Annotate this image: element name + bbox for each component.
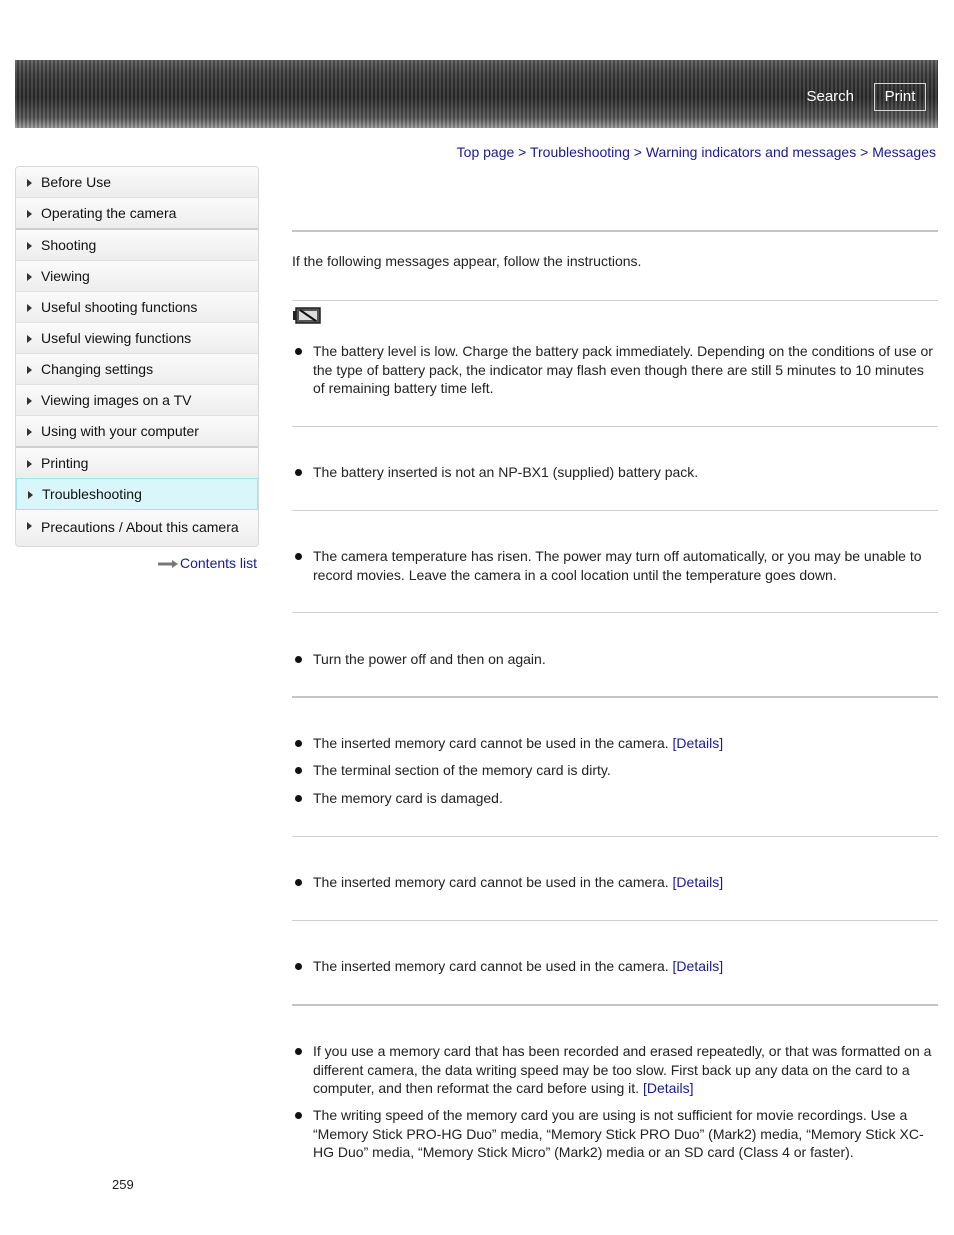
divider [292,510,938,511]
arrow-right-icon [28,491,33,499]
sidebar-item-useful-shooting[interactable]: Useful shooting functions [16,292,258,323]
search-button[interactable]: Search [806,88,854,105]
contents-list-link[interactable]: Contents list [158,555,257,571]
arrow-right-icon [27,210,32,218]
list-item: Turn the power off and then on again. [313,650,933,669]
sidebar-item-operating-camera[interactable]: Operating the camera [16,198,258,230]
breadcrumb-messages[interactable]: Messages [872,144,936,160]
list-item: The inserted memory card cannot be used in the camera. [Details] [313,734,933,753]
divider [292,612,938,613]
sidebar-item-viewing-on-tv[interactable]: Viewing images on a TV [16,385,258,416]
arrow-right-icon [27,522,32,530]
print-button[interactable]: Print [874,83,926,111]
list-item: The inserted memory card cannot be used in the camera. [Details] [313,873,933,892]
arrow-right-icon [27,366,32,374]
divider [292,300,938,301]
list-item: The inserted memory card cannot be used in the camera. [Details] [313,957,933,976]
divider [292,920,938,921]
arrow-right-icon [158,560,178,568]
list-item: The memory card is damaged. [313,789,933,808]
breadcrumb-troubleshooting[interactable]: Troubleshooting [529,144,630,160]
page-number: 259 [112,1177,134,1192]
arrow-right-icon [27,460,32,468]
sidebar-item-viewing[interactable]: Viewing [16,261,258,292]
list-item: The battery level is low. Charge the battery pack immediately. Depending on the conditions of use or the type of battery pack, the indicator may flash even though there are still 5 minutes to 10 minutes of remaining battery time left. [313,343,933,396]
sidebar-item-printing[interactable]: Printing [16,448,258,479]
arrow-right-icon [27,397,32,405]
divider [292,426,938,427]
arrow-right-icon [27,335,32,343]
sidebar-item-precautions[interactable]: Precautions / About this camera [16,510,258,546]
arrow-right-icon [27,179,32,187]
arrow-right-icon [27,428,32,436]
list-item: The battery inserted is not an NP-BX1 (supplied) battery pack. [313,463,933,482]
sidebar-item-troubleshooting[interactable]: Troubleshooting [16,478,258,510]
sidebar-item-shooting[interactable]: Shooting [16,230,258,261]
breadcrumb-warning-indicators[interactable]: Warning indicators and messages [645,144,857,160]
breadcrumb: Top page > Troubleshooting > Warning indicators and messages > Messages [456,144,936,160]
sidebar-item-computer[interactable]: Using with your computer [16,416,258,448]
details-link[interactable]: [Details] [672,735,724,751]
sidebar-nav [15,166,259,547]
sidebar-item-useful-viewing[interactable]: Useful viewing functions [16,323,258,354]
list-item: The camera temperature has risen. The power may turn off automatically, or you may be unable to record movies. Leave the camera in a cool location until the temperature goes down. [313,547,933,584]
breadcrumb-top-page[interactable]: Top page [456,144,515,160]
battery-low-icon [293,307,321,324]
list-item: If you use a memory card that has been recorded and erased repeatedly, or that was formatted on a different camera, the data writing speed may be too slow. First back up any data on the card to a computer, and then reformat the card before using it. [Details] [313,1043,932,1096]
intro-text: If the following messages appear, follow the instructions. [292,253,642,269]
divider [292,836,938,837]
divider [292,230,938,232]
details-link[interactable]: [Details] [672,958,724,974]
sidebar-item-changing-settings[interactable]: Changing settings [16,354,258,385]
details-link[interactable]: [Details] [672,874,724,890]
arrow-right-icon [27,242,32,250]
sidebar-item-before-use[interactable]: Before Use [16,167,258,198]
arrow-right-icon [27,304,32,312]
list-item: The terminal section of the memory card is dirty. [313,761,933,780]
arrow-right-icon [27,273,32,281]
divider [292,696,938,698]
divider [292,1004,938,1006]
details-link[interactable]: [Details] [642,1080,694,1096]
list-item: The writing speed of the memory card you are using is not sufficient for movie recordings. Use a “Memory Stick PRO-HG Duo” media, “Memory Stick PRO Duo” (Mark2) media, “Memory Stick XC-HG Duo” media, “Memory Stick Micro” (Mark2) media or an SD card (Class 4 or faster). [313,1106,933,1162]
header-bar [15,60,938,128]
